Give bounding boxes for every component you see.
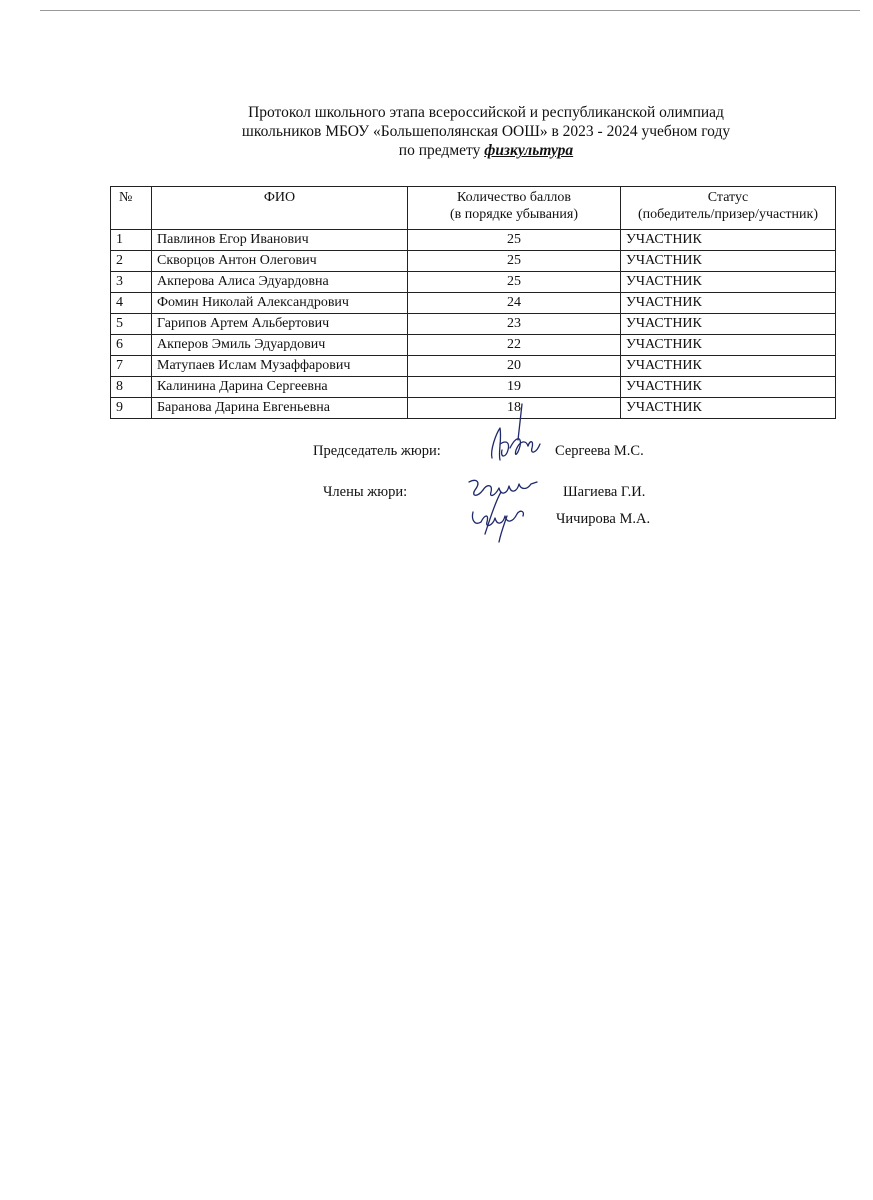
row-name: Гарипов Артем Альбертович <box>152 314 408 335</box>
row-score: 23 <box>408 314 621 335</box>
title-line-2: школьников МБОУ «Большеполянская ООШ» в 2023 - 2024 учебном году <box>241 123 731 140</box>
members-signature <box>455 472 550 547</box>
row-status: УЧАСТНИК <box>621 356 836 377</box>
row-score: 18 <box>408 398 621 419</box>
row-name: Калинина Дарина Сергеевна <box>152 377 408 398</box>
row-status: УЧАСТНИК <box>621 251 836 272</box>
row-status: УЧАСТНИК <box>621 377 836 398</box>
row-score: 19 <box>408 377 621 398</box>
row-name: Баранова Дарина Евгеньевна <box>152 398 408 419</box>
row-num: 7 <box>111 356 152 377</box>
row-num: 9 <box>111 398 152 419</box>
row-name: Скворцов Антон Олегович <box>152 251 408 272</box>
row-num: 3 <box>111 272 152 293</box>
row-status: УЧАСТНИК <box>621 293 836 314</box>
results-table <box>110 186 836 419</box>
row-status: УЧАСТНИК <box>621 272 836 293</box>
row-name: Акперов Эмиль Эдуардович <box>152 335 408 356</box>
subject-prefix: по предмету <box>398 142 485 159</box>
title-line-1: Протокол школьного этапа всероссийской и республиканской олимпиад <box>248 104 724 121</box>
header-score <box>408 187 621 230</box>
protocol-title <box>150 103 822 160</box>
header-status-line1: Статус <box>707 190 749 205</box>
title-line-3 <box>150 141 822 160</box>
row-name: Павлинов Егор Иванович <box>152 230 408 251</box>
row-name: Акперова Алиса Эдуардовна <box>152 272 408 293</box>
table-row <box>111 251 836 272</box>
table-row <box>111 272 836 293</box>
row-score: 24 <box>408 293 621 314</box>
row-num: 4 <box>111 293 152 314</box>
row-name: Матупаев Ислам Музаффарович <box>152 356 408 377</box>
row-status: УЧАСТНИК <box>621 335 836 356</box>
row-score: 25 <box>408 230 621 251</box>
jury-chair-label: Председатель жюри: <box>313 443 441 459</box>
row-score: 25 <box>408 272 621 293</box>
row-num: 5 <box>111 314 152 335</box>
row-status: УЧАСТНИК <box>621 314 836 335</box>
row-score: 20 <box>408 356 621 377</box>
jury-members-label: Члены жюри: <box>323 484 408 500</box>
row-num: 6 <box>111 335 152 356</box>
row-score: 25 <box>408 251 621 272</box>
table-row <box>111 356 836 377</box>
row-num: 2 <box>111 251 152 272</box>
header-num: № <box>111 187 152 230</box>
jury-member-2: Чичирова М.А. <box>556 511 651 527</box>
header-status <box>621 187 836 230</box>
table-row <box>111 293 836 314</box>
table-row <box>111 335 836 356</box>
chair-signature <box>470 400 550 470</box>
table-row <box>111 377 836 398</box>
jury-member-1: Шагиева Г.И. <box>563 484 646 500</box>
header-score-line1: Количество баллов <box>457 190 571 205</box>
row-name: Фомин Николай Александрович <box>152 293 408 314</box>
jury-chair-name: Сергеева М.С. <box>555 443 644 459</box>
table-row <box>111 230 836 251</box>
header-score-line2: (в порядке убывания) <box>449 207 579 222</box>
row-score: 22 <box>408 335 621 356</box>
header-name: ФИО <box>152 187 408 230</box>
row-num: 1 <box>111 230 152 251</box>
row-status: УЧАСТНИК <box>621 230 836 251</box>
scan-edge-line <box>40 10 860 11</box>
table-header-row <box>111 187 836 230</box>
row-status: УЧАСТНИК <box>621 398 836 419</box>
row-num: 8 <box>111 377 152 398</box>
subject-name: физкультура <box>484 142 574 159</box>
header-status-line2: (победитель/призер/участник) <box>638 207 818 222</box>
table-row <box>111 314 836 335</box>
